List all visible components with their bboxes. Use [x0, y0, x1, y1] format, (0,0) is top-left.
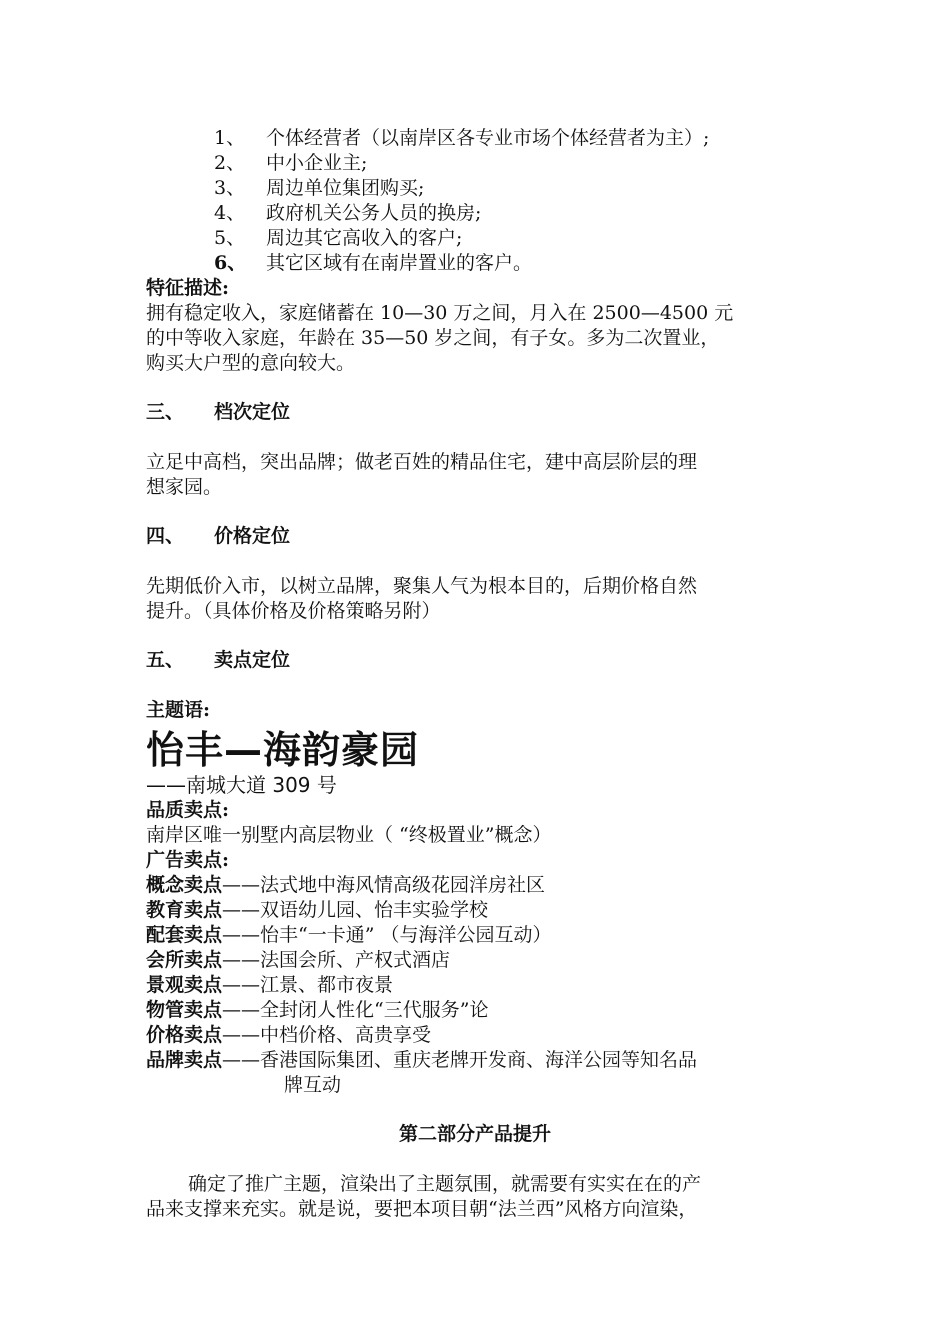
- selling-point-text: ——全封闭人性化“三代服务”论: [222, 999, 489, 1021]
- section-text-line: 提升。（具体价格及价格策略另附）: [146, 600, 441, 622]
- selling-point-label: 景观卖点: [146, 974, 223, 996]
- quality-label: 品质卖点:: [146, 799, 230, 821]
- selling-point: [146, 1023, 431, 1047]
- selling-point-label: 配套卖点: [146, 924, 223, 946]
- list-item: 其它区域有在南岸置业的客户。: [266, 252, 533, 274]
- selling-point-text: ——怡丰“一卡通” （与海洋公园互动）: [222, 924, 552, 946]
- selling-point-text: ——中档价格、高贵享受: [222, 1024, 432, 1046]
- section-number: 三、: [146, 401, 185, 423]
- selling-point-label: 会所卖点: [146, 949, 223, 971]
- section-number: 四、: [146, 525, 185, 547]
- part-title: 第二部分产品提升: [398, 1123, 551, 1145]
- section-text-line: 立足中高档，突出品牌；做老百姓的精品住宅，建中高层阶层的理: [146, 451, 698, 473]
- section-title: 价格定位: [214, 525, 291, 547]
- list-item: 周边其它高收入的客户;: [266, 227, 463, 249]
- list-number: 5、: [214, 227, 246, 249]
- section-title: 档次定位: [214, 401, 291, 423]
- selling-point-label: 概念卖点: [146, 874, 223, 896]
- selling-point: [146, 873, 545, 897]
- section-title: 卖点定位: [214, 649, 291, 671]
- paragraph-line: 品来支撑来充实。就是说，要把本项目朝“法兰西”风格方向渲染，: [146, 1198, 698, 1220]
- list-number: 6、: [214, 252, 247, 274]
- list-item: 个体经营者（以南岸区各专业市场个体经营者为主）;: [266, 127, 710, 149]
- section-text-line: 想家园。: [146, 476, 223, 498]
- selling-point-text: ——江景、都市夜景: [222, 974, 394, 996]
- selling-point-continuation: 牌互动: [284, 1074, 342, 1096]
- list-number: 3、: [214, 177, 246, 199]
- ad-label: 广告卖点:: [146, 849, 230, 871]
- list-number: 1、: [214, 127, 246, 149]
- selling-point: [146, 948, 450, 972]
- selling-point-text: ——法国会所、产权式酒店: [222, 949, 451, 971]
- selling-point-label: 物管卖点: [146, 999, 223, 1021]
- theme-title: 怡丰—海韵豪园: [146, 728, 420, 772]
- features-line: 拥有稳定收入，家庭储蓄在 10—30 万之间，月入在 2500—4500 元: [146, 302, 734, 324]
- selling-point-label: 品牌卖点: [146, 1049, 223, 1071]
- selling-point: [146, 1048, 697, 1072]
- list-number: 4、: [214, 202, 246, 224]
- paragraph-line: 确定了推广主题，渲染出了主题氛围，就需要有实实在在的产: [188, 1173, 702, 1195]
- list-item: 周边单位集团购买;: [266, 177, 425, 199]
- selling-point-text: ——法式地中海风情高级花园洋房社区: [222, 874, 546, 896]
- selling-point: [146, 973, 393, 997]
- theme-label: 主题语:: [146, 699, 211, 721]
- features-heading: 特征描述:: [146, 277, 230, 299]
- selling-point: [146, 923, 551, 947]
- selling-point-text: ——香港国际集团、重庆老牌开发商、海洋公园等知名品: [222, 1049, 698, 1071]
- list-number: 2、: [214, 152, 246, 174]
- list-item: 中小企业主;: [266, 152, 368, 174]
- list-item: 政府机关公务人员的换房;: [266, 202, 482, 224]
- selling-point-label: 价格卖点: [146, 1024, 223, 1046]
- theme-subtitle: ——南城大道 309 号: [146, 773, 337, 797]
- section-text-line: 先期低价入市，以树立品牌，聚集人气为根本目的，后期价格自然: [146, 575, 698, 597]
- quality-text: 南岸区唯一别墅内高层物业（ “终极置业”概念）: [146, 824, 552, 846]
- selling-point: [146, 898, 488, 922]
- section-number: 五、: [146, 649, 185, 671]
- selling-point-label: 教育卖点: [146, 899, 223, 921]
- features-line: 购买大户型的意向较大。: [146, 352, 356, 374]
- features-line: 的中等收入家庭，年龄在 35—50 岁之间，有子女。多为二次置业，: [146, 327, 720, 349]
- selling-point: [146, 998, 488, 1022]
- selling-point-text: ——双语幼儿园、怡丰实验学校: [222, 899, 489, 921]
